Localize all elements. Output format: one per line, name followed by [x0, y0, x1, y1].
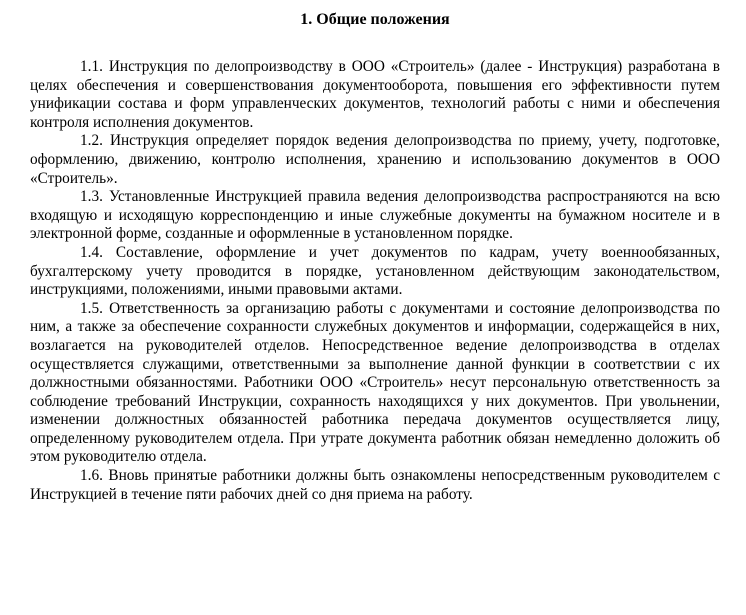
paragraph-1-1: 1.1. Инструкция по делопроизводству в ООО «Строитель» (далее - Инструкция) разработана в целях обеспечения и совершенствования документооборота, повышения его эффективности путем унификации состава и форм управленческих документов, технологий работы с ними и обеспечения контроля исполнения документов.	[30, 58, 720, 131]
paragraph-1-2: 1.2. Инструкция определяет порядок ведения делопроизводства по приему, учету, подготовке, оформлению, движению, контролю исполнения, хранению и использованию документов в ООО «Строитель».	[30, 132, 720, 187]
paragraph-1-4: 1.4. Составление, оформление и учет документов по кадрам, учету военнообязанных, бухгалтерскому учету проводится в порядке, установленном действующим законодательством, инструкциями, положениями, иными правовыми актами.	[30, 243, 720, 299]
paragraph-1-6: 1.6. Вновь принятые работники должны быть ознакомлены непосредственным руководителем с Инструкцией в течение пяти рабочих дней со дня приема на работу.	[30, 467, 720, 503]
paragraph-1-5: 1.5. Ответственность за организацию работы с документами и состояние делопроизводства по ним, а также за обеспечение сохранности служебных документов и информации, содержащейся в них, возлагается на руководителей отделов. Непосредственное ведение делопроизводства в отделах осуществляется служащими, ответственными за выполнение данной функции в соответствии с их должностными обязанностями. Работники ООО «Строитель» несут персональную ответственность за соблюдение требований Инструкции, сохранность находящихся у них документов. При увольнении, изменении должностных обязанностей работника передача документов осуществляется лицу, определенному руководителем отдела. При утрате документа работник обязан немедленно доложить об этом руководителю отдела.	[30, 299, 720, 466]
paragraph-1-3: 1.3. Установленные Инструкцией правила ведения делопроизводства распространяются на всю входящую и исходящую корреспонденцию и иные служебные документы на бумажном носителе и в электронной форме, созданные и оформленные в установленном порядке.	[30, 188, 720, 243]
section-heading: 1. Общие положения	[300, 11, 450, 28]
